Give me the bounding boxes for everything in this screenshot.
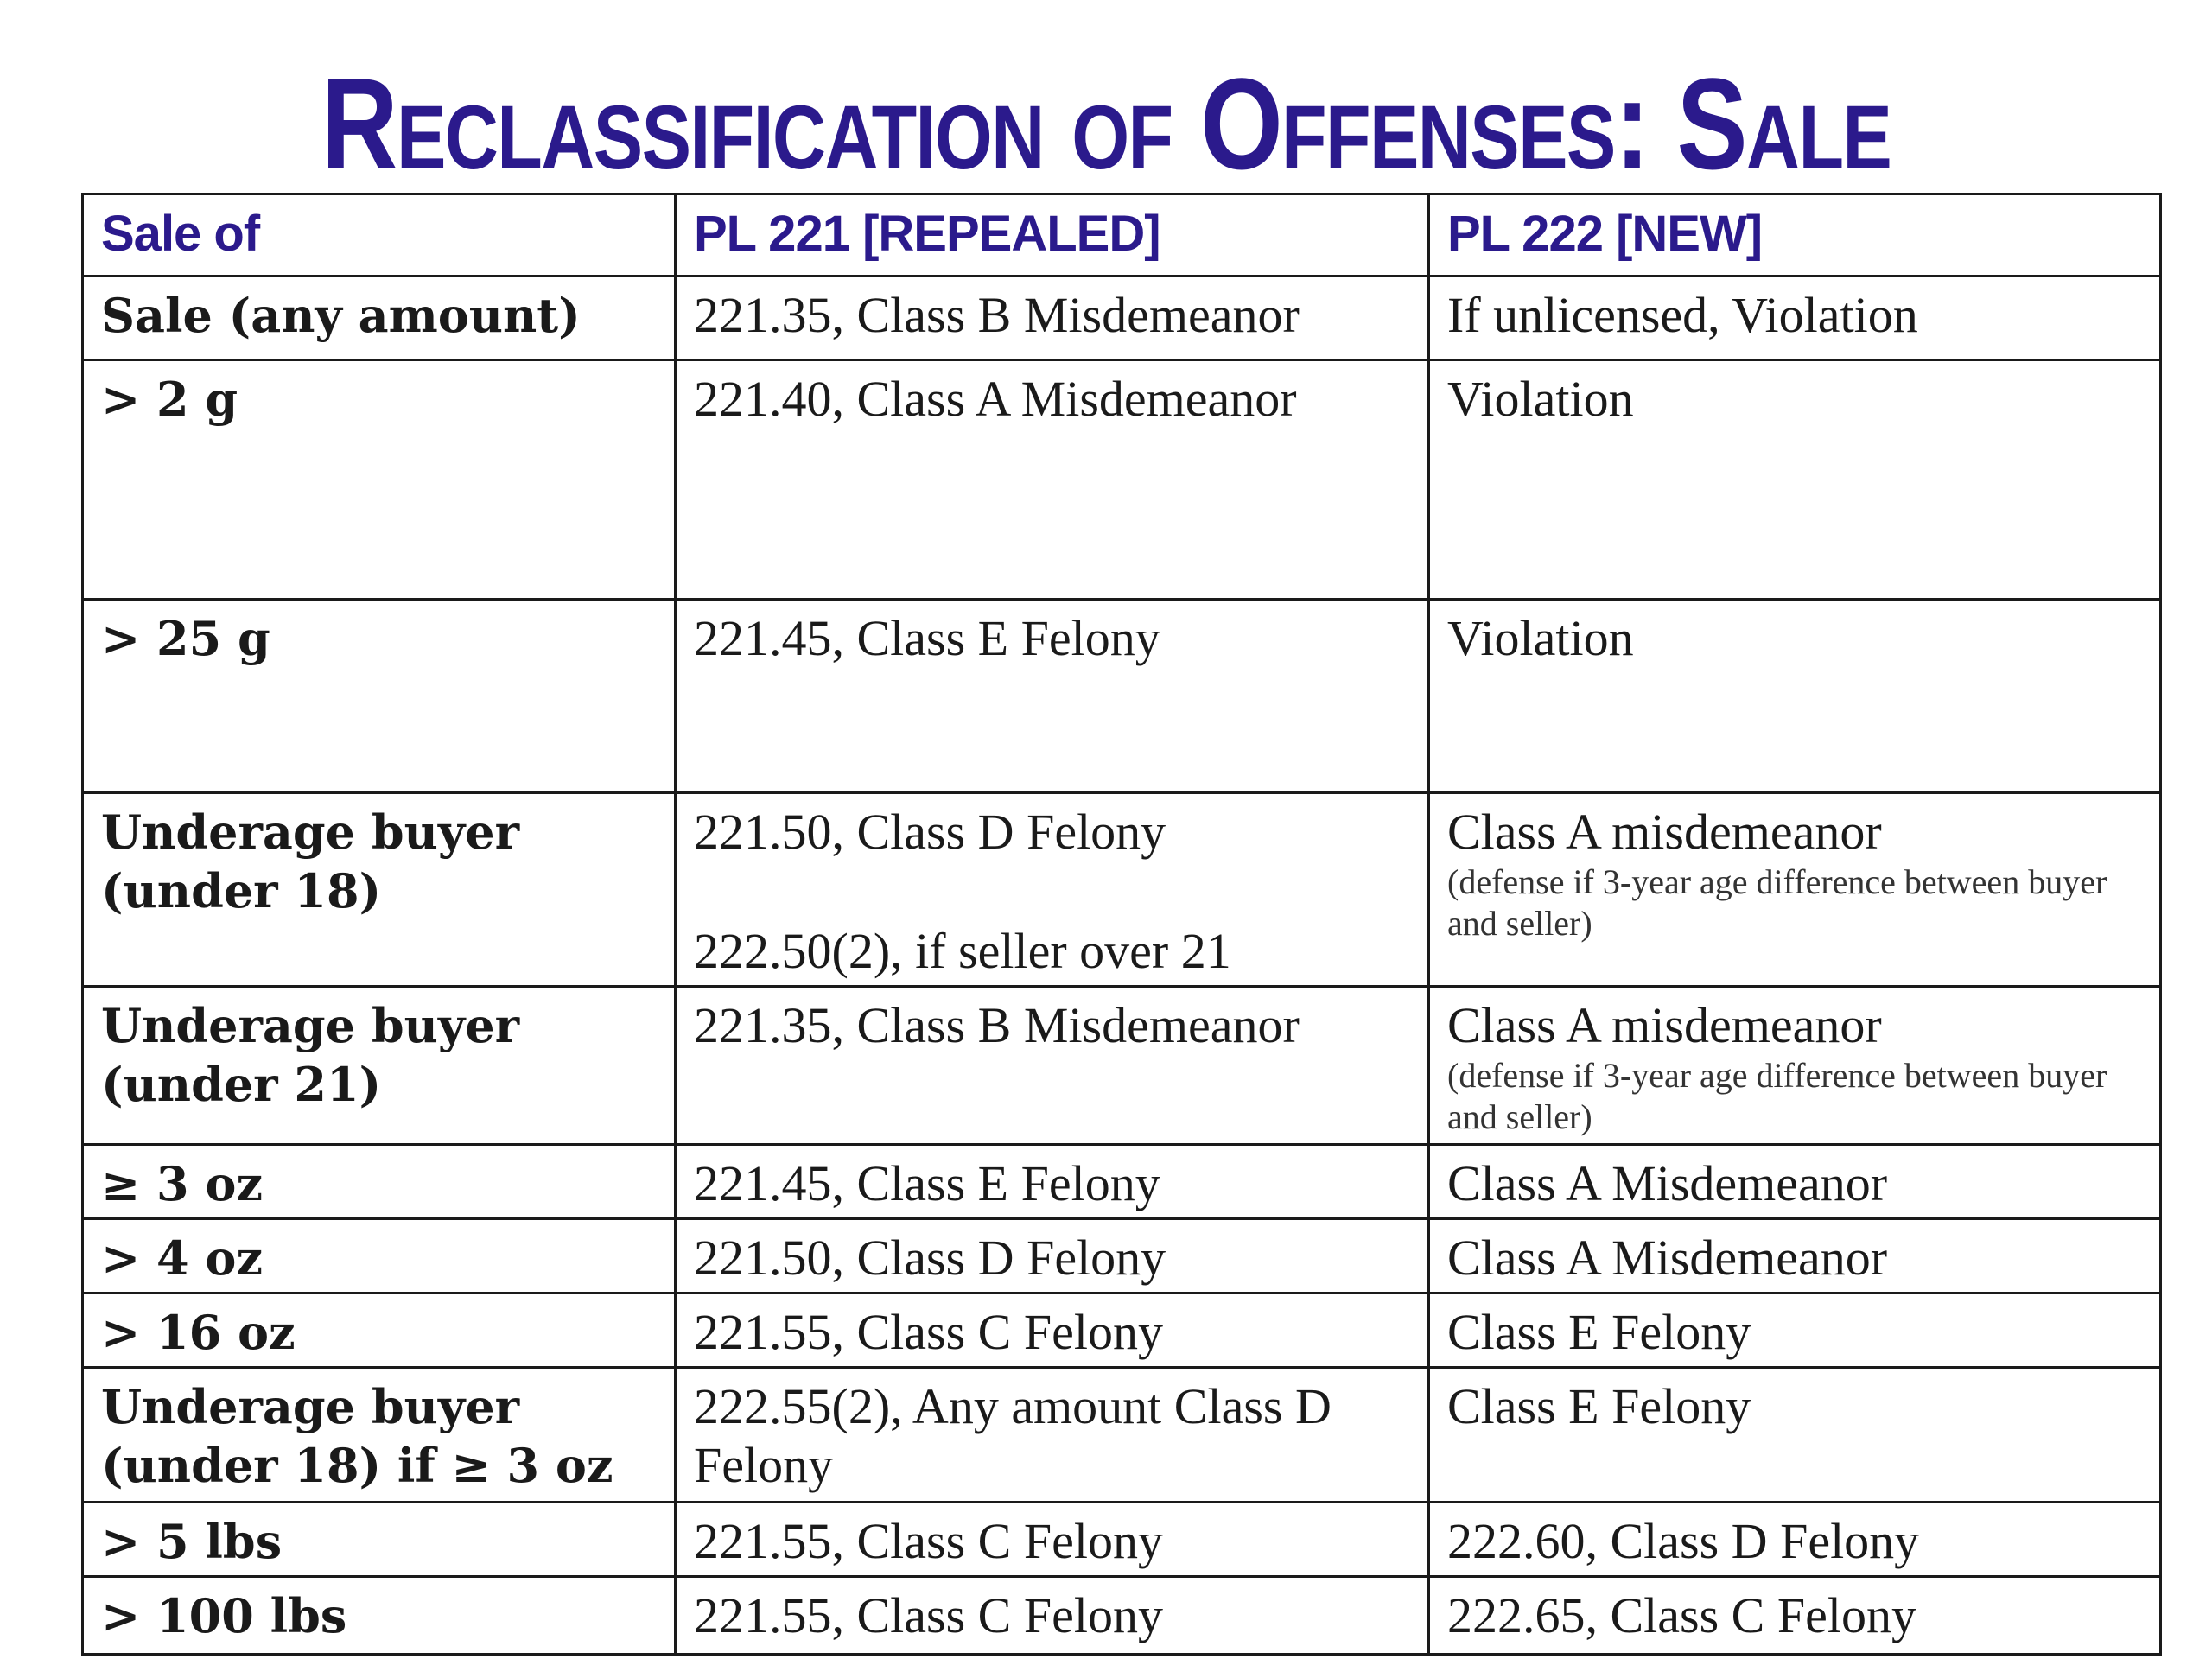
cell-pl-222: 222.65, Class C Felony xyxy=(1429,1576,2161,1654)
header-pl-221: PL 221 [REPEALED] xyxy=(676,194,1429,276)
pl-222-note: (defense if 3-year age difference between buyer and seller) xyxy=(1447,1056,2107,1137)
cell-pl-222: If unlicensed, Violation xyxy=(1429,276,2161,360)
table-row xyxy=(83,600,2161,793)
sale-of-line-2: (under 18) if ≥ 3 oz xyxy=(101,1437,613,1493)
cell-sale-of xyxy=(83,793,676,987)
table-header-row xyxy=(83,194,2161,276)
cell-sale-of xyxy=(83,987,676,1144)
cell-sale-of: > 16 oz xyxy=(83,1293,676,1367)
table-row xyxy=(83,1502,2161,1576)
pl-222-value: Class A misdemeanor xyxy=(1447,997,1882,1054)
table-row xyxy=(83,1144,2161,1218)
cell-pl-222: Class A Misdemeanor xyxy=(1429,1144,2161,1218)
pl-222-note: (defense if 3-year age difference between buyer and seller) xyxy=(1447,862,2107,944)
table-row xyxy=(83,793,2161,987)
cell-pl-222 xyxy=(1429,793,2161,987)
table-row xyxy=(83,1218,2161,1293)
cell-pl-221: 221.35, Class B Misdemeanor xyxy=(676,987,1429,1144)
cell-pl-222: Class E Felony xyxy=(1429,1293,2161,1367)
page-title: Reclassification of Offenses: Sale xyxy=(321,51,1891,196)
cell-pl-222: Class E Felony xyxy=(1429,1367,2161,1502)
cell-pl-221: 221.45, Class E Felony xyxy=(676,600,1429,793)
cell-sale-of: Sale (any amount) xyxy=(83,276,676,360)
table-row xyxy=(83,987,2161,1144)
cell-pl-221: 221.40, Class A Misdemeanor xyxy=(676,360,1429,600)
sale-of-line-1: Underage buyer xyxy=(101,998,520,1054)
table-row xyxy=(83,360,2161,600)
table-row xyxy=(83,1576,2161,1654)
table-row xyxy=(83,276,2161,360)
header-sale-of: Sale of xyxy=(83,194,676,276)
cell-sale-of: > 25 g xyxy=(83,600,676,793)
cell-pl-221: 221.55, Class C Felony xyxy=(676,1293,1429,1367)
cell-pl-222: Class A Misdemeanor xyxy=(1429,1218,2161,1293)
cell-sale-of: > 100 lbs xyxy=(83,1576,676,1654)
pl-222-value: Class A misdemeanor xyxy=(1447,804,1882,861)
offense-table xyxy=(81,193,2162,1656)
cell-pl-222: Violation xyxy=(1429,600,2161,793)
pl-221-value: 221.50, Class D Felony xyxy=(694,804,1166,861)
cell-sale-of: > 2 g xyxy=(83,360,676,600)
cell-pl-221: 221.45, Class E Felony xyxy=(676,1144,1429,1218)
sale-of-line-2: (under 21) xyxy=(101,1057,382,1113)
cell-pl-222: 222.60, Class D Felony xyxy=(1429,1502,2161,1576)
cell-sale-of: ≥ 3 oz xyxy=(83,1144,676,1218)
cell-pl-221: 222.55(2), Any amount Class D Felony xyxy=(676,1367,1429,1502)
cell-pl-222 xyxy=(1429,987,2161,1144)
header-pl-222: PL 222 [NEW] xyxy=(1429,194,2161,276)
cell-sale-of: > 4 oz xyxy=(83,1218,676,1293)
cell-pl-221: 221.35, Class B Misdemeanor xyxy=(676,276,1429,360)
table-row xyxy=(83,1293,2161,1367)
cell-pl-221: 221.55, Class C Felony xyxy=(676,1576,1429,1654)
pl-221-extra: 222.50(2), if seller over 21 xyxy=(694,923,1231,980)
sale-of-line-1: Underage buyer xyxy=(101,1378,520,1434)
cell-sale-of xyxy=(83,1367,676,1502)
cell-pl-221 xyxy=(676,793,1429,987)
cell-pl-221: 221.55, Class C Felony xyxy=(676,1502,1429,1576)
sale-of-line-1: Underage buyer xyxy=(101,804,520,861)
table-row xyxy=(83,1367,2161,1502)
cell-pl-222: Violation xyxy=(1429,360,2161,600)
cell-sale-of: > 5 lbs xyxy=(83,1502,676,1576)
cell-pl-221: 221.50, Class D Felony xyxy=(676,1218,1429,1293)
sale-of-line-2: (under 18) xyxy=(101,863,382,919)
